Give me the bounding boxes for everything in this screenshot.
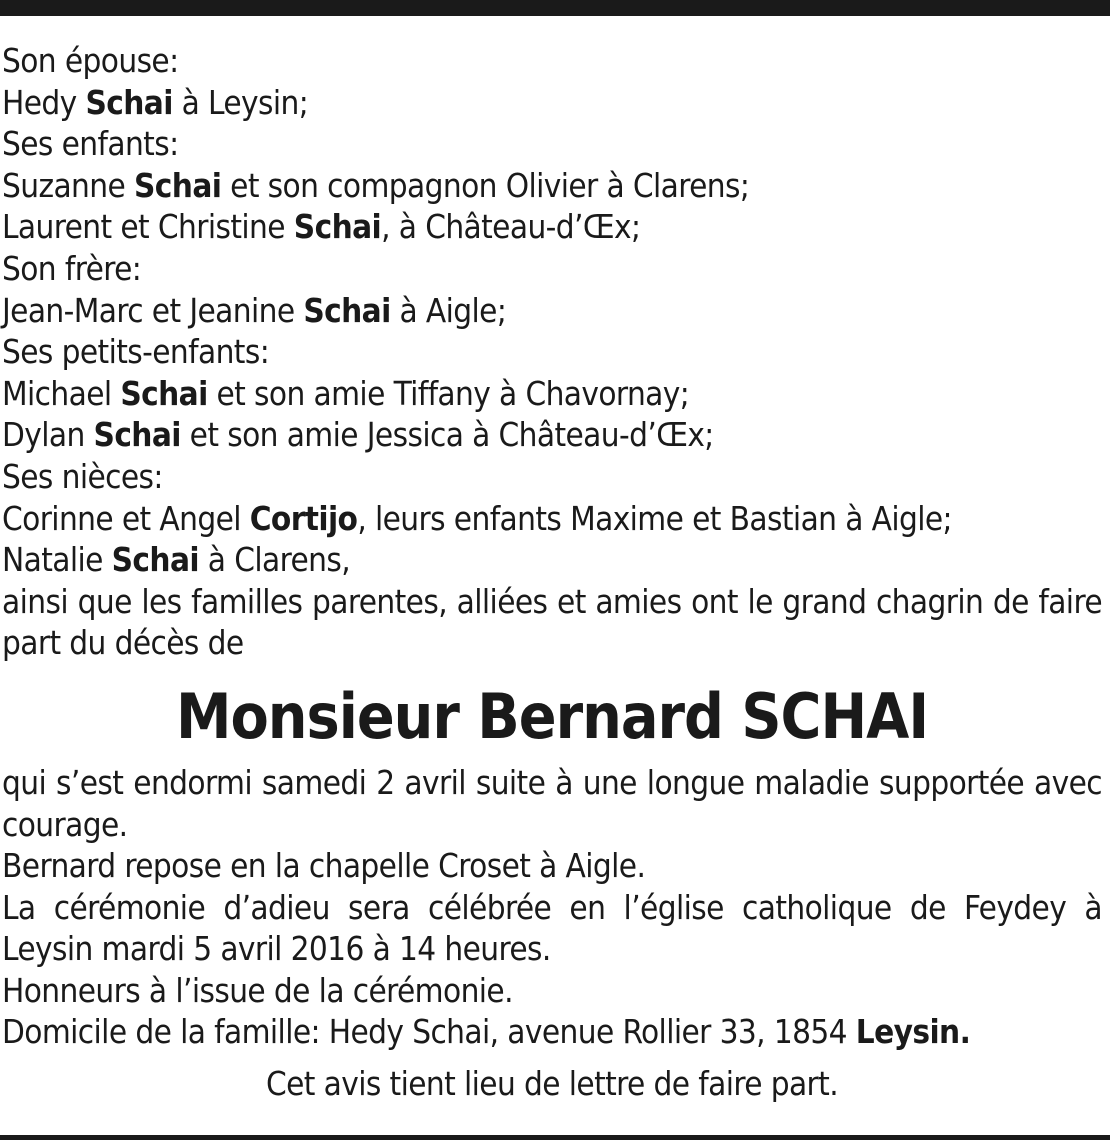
brother-line: Jean-Marc et Jeanine Schai à Aigle; xyxy=(2,290,507,330)
child-line: Suzanne Schai et son compagnon Olivier à Clarens; xyxy=(2,165,750,205)
niece-line: Corinne et Angel Cortijo, leurs enfants Maxime et Bastian à Aigle; xyxy=(2,498,952,538)
announcement-paragraph: ainsi que les familles parentes, alliées et amies ont le grand chagrin de faire part du décès de xyxy=(2,581,1102,663)
bottom-rule xyxy=(0,1135,1110,1140)
nieces-heading: Ses nièces: xyxy=(2,456,163,496)
spouse-line: Hedy Schai à Leysin; xyxy=(2,82,309,122)
grandchild-line: Dylan Schai et son amie Jessica à Château-d’Œx; xyxy=(2,415,714,455)
child-line: Laurent et Christine Schai, à Château-d’Œx; xyxy=(2,207,641,247)
surname: Schai xyxy=(303,290,391,330)
surname: Schai xyxy=(85,82,173,122)
notice-body xyxy=(2,40,1102,1105)
grandchild-line: Michael Schai et son amie Tiffany à Chavornay; xyxy=(2,373,690,413)
honours-line: Honneurs à l’issue de la cérémonie. xyxy=(2,970,513,1010)
footer-note: Cet avis tient lieu de lettre de faire part. xyxy=(265,1064,839,1104)
grandchildren-heading: Ses petits-enfants: xyxy=(2,332,270,372)
surname: Schai xyxy=(134,165,222,205)
top-rule xyxy=(0,0,1110,16)
children-heading: Ses enfants: xyxy=(2,124,179,164)
rest-place: Bernard repose en la chapelle Croset à Aigle. xyxy=(2,846,646,886)
surname: Schai xyxy=(120,373,208,413)
brother-heading: Son frère: xyxy=(2,248,142,288)
surname: Schai xyxy=(93,415,181,455)
deceased-name: Monsieur Bernard SCHAI xyxy=(175,679,929,753)
niece-line: Natalie Schai à Clarens, xyxy=(2,540,351,580)
domicile-city: Leysin. xyxy=(855,1012,971,1052)
spouse-heading: Son épouse: xyxy=(2,41,179,80)
surname: Cortijo xyxy=(249,498,358,538)
passing-paragraph: qui s’est endormi samedi 2 avril suite à une longue maladie supportée avec courage. xyxy=(2,762,1102,844)
surname: Schai xyxy=(293,207,382,247)
ceremony-paragraph: La cérémonie d’adieu sera célébrée en l’église catholique de Feydey à Leysin mardi 5 avril 2016 à 14 heures. xyxy=(2,887,1102,969)
surname: Schai xyxy=(111,540,199,580)
domicile-line: Domicile de la famille: Hedy Schai, avenue Rollier 33, 1854 Leysin. xyxy=(2,1012,971,1052)
